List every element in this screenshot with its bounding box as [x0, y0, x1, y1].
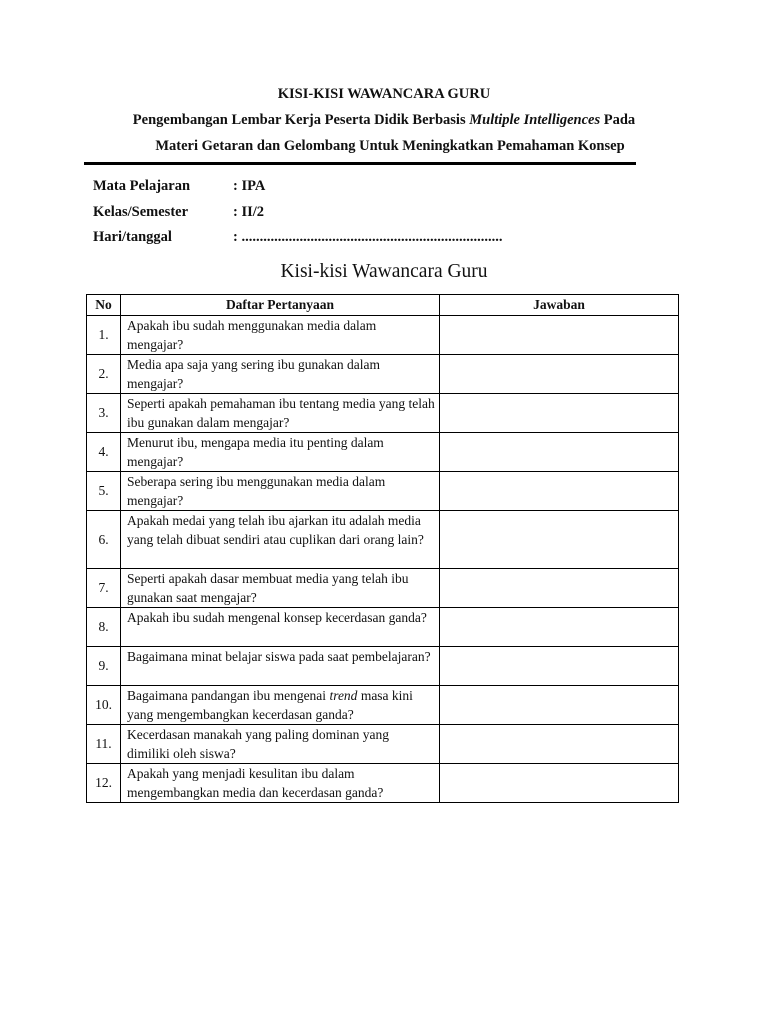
document-subtitle-line1 — [0, 112, 768, 129]
row-question: Apakah ibu sudah menggunakan media dalam mengajar? — [121, 316, 440, 355]
table-row — [87, 433, 679, 472]
document-subtitle-line2: Materi Getaran dan Gelombang Untuk Meningkatkan Pemahaman Konsep — [155, 138, 625, 154]
row-number: 10. — [87, 686, 121, 725]
row-answer[interactable] — [440, 647, 679, 686]
row-number: 8. — [87, 608, 121, 647]
table-row — [87, 647, 679, 686]
row-number: 12. — [87, 764, 121, 803]
table-row — [87, 764, 679, 803]
table-row — [87, 472, 679, 511]
question-text-pre: Bagaimana pandangan ibu mengenai — [127, 688, 330, 703]
table-row — [87, 355, 679, 394]
question-text-italic: trend — [329, 688, 358, 703]
row-number: 7. — [87, 569, 121, 608]
row-question: Kecerdasan manakah yang paling dominan yang dimiliki oleh siswa? — [121, 725, 440, 764]
row-number: 2. — [87, 355, 121, 394]
meta-value: : IPA — [233, 178, 266, 194]
row-answer[interactable] — [440, 433, 679, 472]
table-row — [87, 511, 679, 569]
meta-value: : II/2 — [233, 204, 265, 220]
table-title: Kisi-kisi Wawancara Guru — [280, 261, 488, 282]
row-number: 9. — [87, 647, 121, 686]
row-question: Media apa saja yang sering ibu gunakan dalam mengajar? — [121, 355, 440, 394]
table-header-row — [87, 295, 679, 316]
table-row — [87, 608, 679, 647]
row-question: Apakah yang menjadi kesulitan ibu dalam mengembangkan media dan kecerdasan ganda? — [121, 764, 440, 803]
meta-label: Hari/tanggal — [93, 229, 172, 245]
row-question: Apakah ibu sudah mengenal konsep kecerdasan ganda? — [121, 608, 440, 647]
interview-table — [86, 294, 679, 803]
header-no: No — [87, 295, 121, 316]
row-answer[interactable] — [440, 569, 679, 608]
table-row — [87, 316, 679, 355]
table-row — [87, 569, 679, 608]
meta-label: Kelas/Semester — [93, 204, 189, 220]
row-answer[interactable] — [440, 355, 679, 394]
row-answer[interactable] — [440, 511, 679, 569]
table-row — [87, 725, 679, 764]
row-answer[interactable] — [440, 764, 679, 803]
row-answer[interactable] — [440, 608, 679, 647]
table-row — [87, 686, 679, 725]
subtitle-text-pre: Pengembangan Lembar Kerja Peserta Didik Berbasis — [132, 112, 470, 128]
row-number: 5. — [87, 472, 121, 511]
meta-value: : ........................................................................ — [233, 229, 503, 245]
row-number: 1. — [87, 316, 121, 355]
subtitle-text-post: Pada — [600, 112, 636, 128]
row-number: 6. — [87, 511, 121, 569]
row-number: 3. — [87, 394, 121, 433]
row-question — [121, 686, 440, 725]
title-divider — [84, 162, 636, 165]
subtitle-text-italic: Multiple Intelligences — [469, 112, 601, 128]
question-text-post: masa kini yang mengembangkan kecerdasan ganda? — [127, 688, 413, 722]
row-answer[interactable] — [440, 725, 679, 764]
meta-label: Mata Pelajaran — [93, 178, 191, 194]
row-answer[interactable] — [440, 686, 679, 725]
row-question: Seperti apakah pemahaman ibu tentang media yang telah ibu gunakan dalam mengajar? — [121, 394, 440, 433]
row-question: Menurut ibu, mengapa media itu penting dalam mengajar? — [121, 433, 440, 472]
document-title: KISI-KISI WAWANCARA GURU — [277, 86, 491, 102]
row-question: Seberapa sering ibu menggunakan media dalam mengajar? — [121, 472, 440, 511]
row-question: Apakah medai yang telah ibu ajarkan itu adalah media yang telah dibuat sendiri atau cuplikan dari orang lain? — [121, 511, 440, 569]
row-answer[interactable] — [440, 316, 679, 355]
header-answer: Jawaban — [440, 295, 679, 316]
row-answer[interactable] — [440, 394, 679, 433]
row-answer[interactable] — [440, 472, 679, 511]
table-row — [87, 394, 679, 433]
header-question: Daftar Pertanyaan — [121, 295, 440, 316]
row-number: 4. — [87, 433, 121, 472]
row-question: Bagaimana minat belajar siswa pada saat pembelajaran? — [121, 647, 440, 686]
row-number: 11. — [87, 725, 121, 764]
row-question: Seperti apakah dasar membuat media yang telah ibu gunakan saat mengajar? — [121, 569, 440, 608]
